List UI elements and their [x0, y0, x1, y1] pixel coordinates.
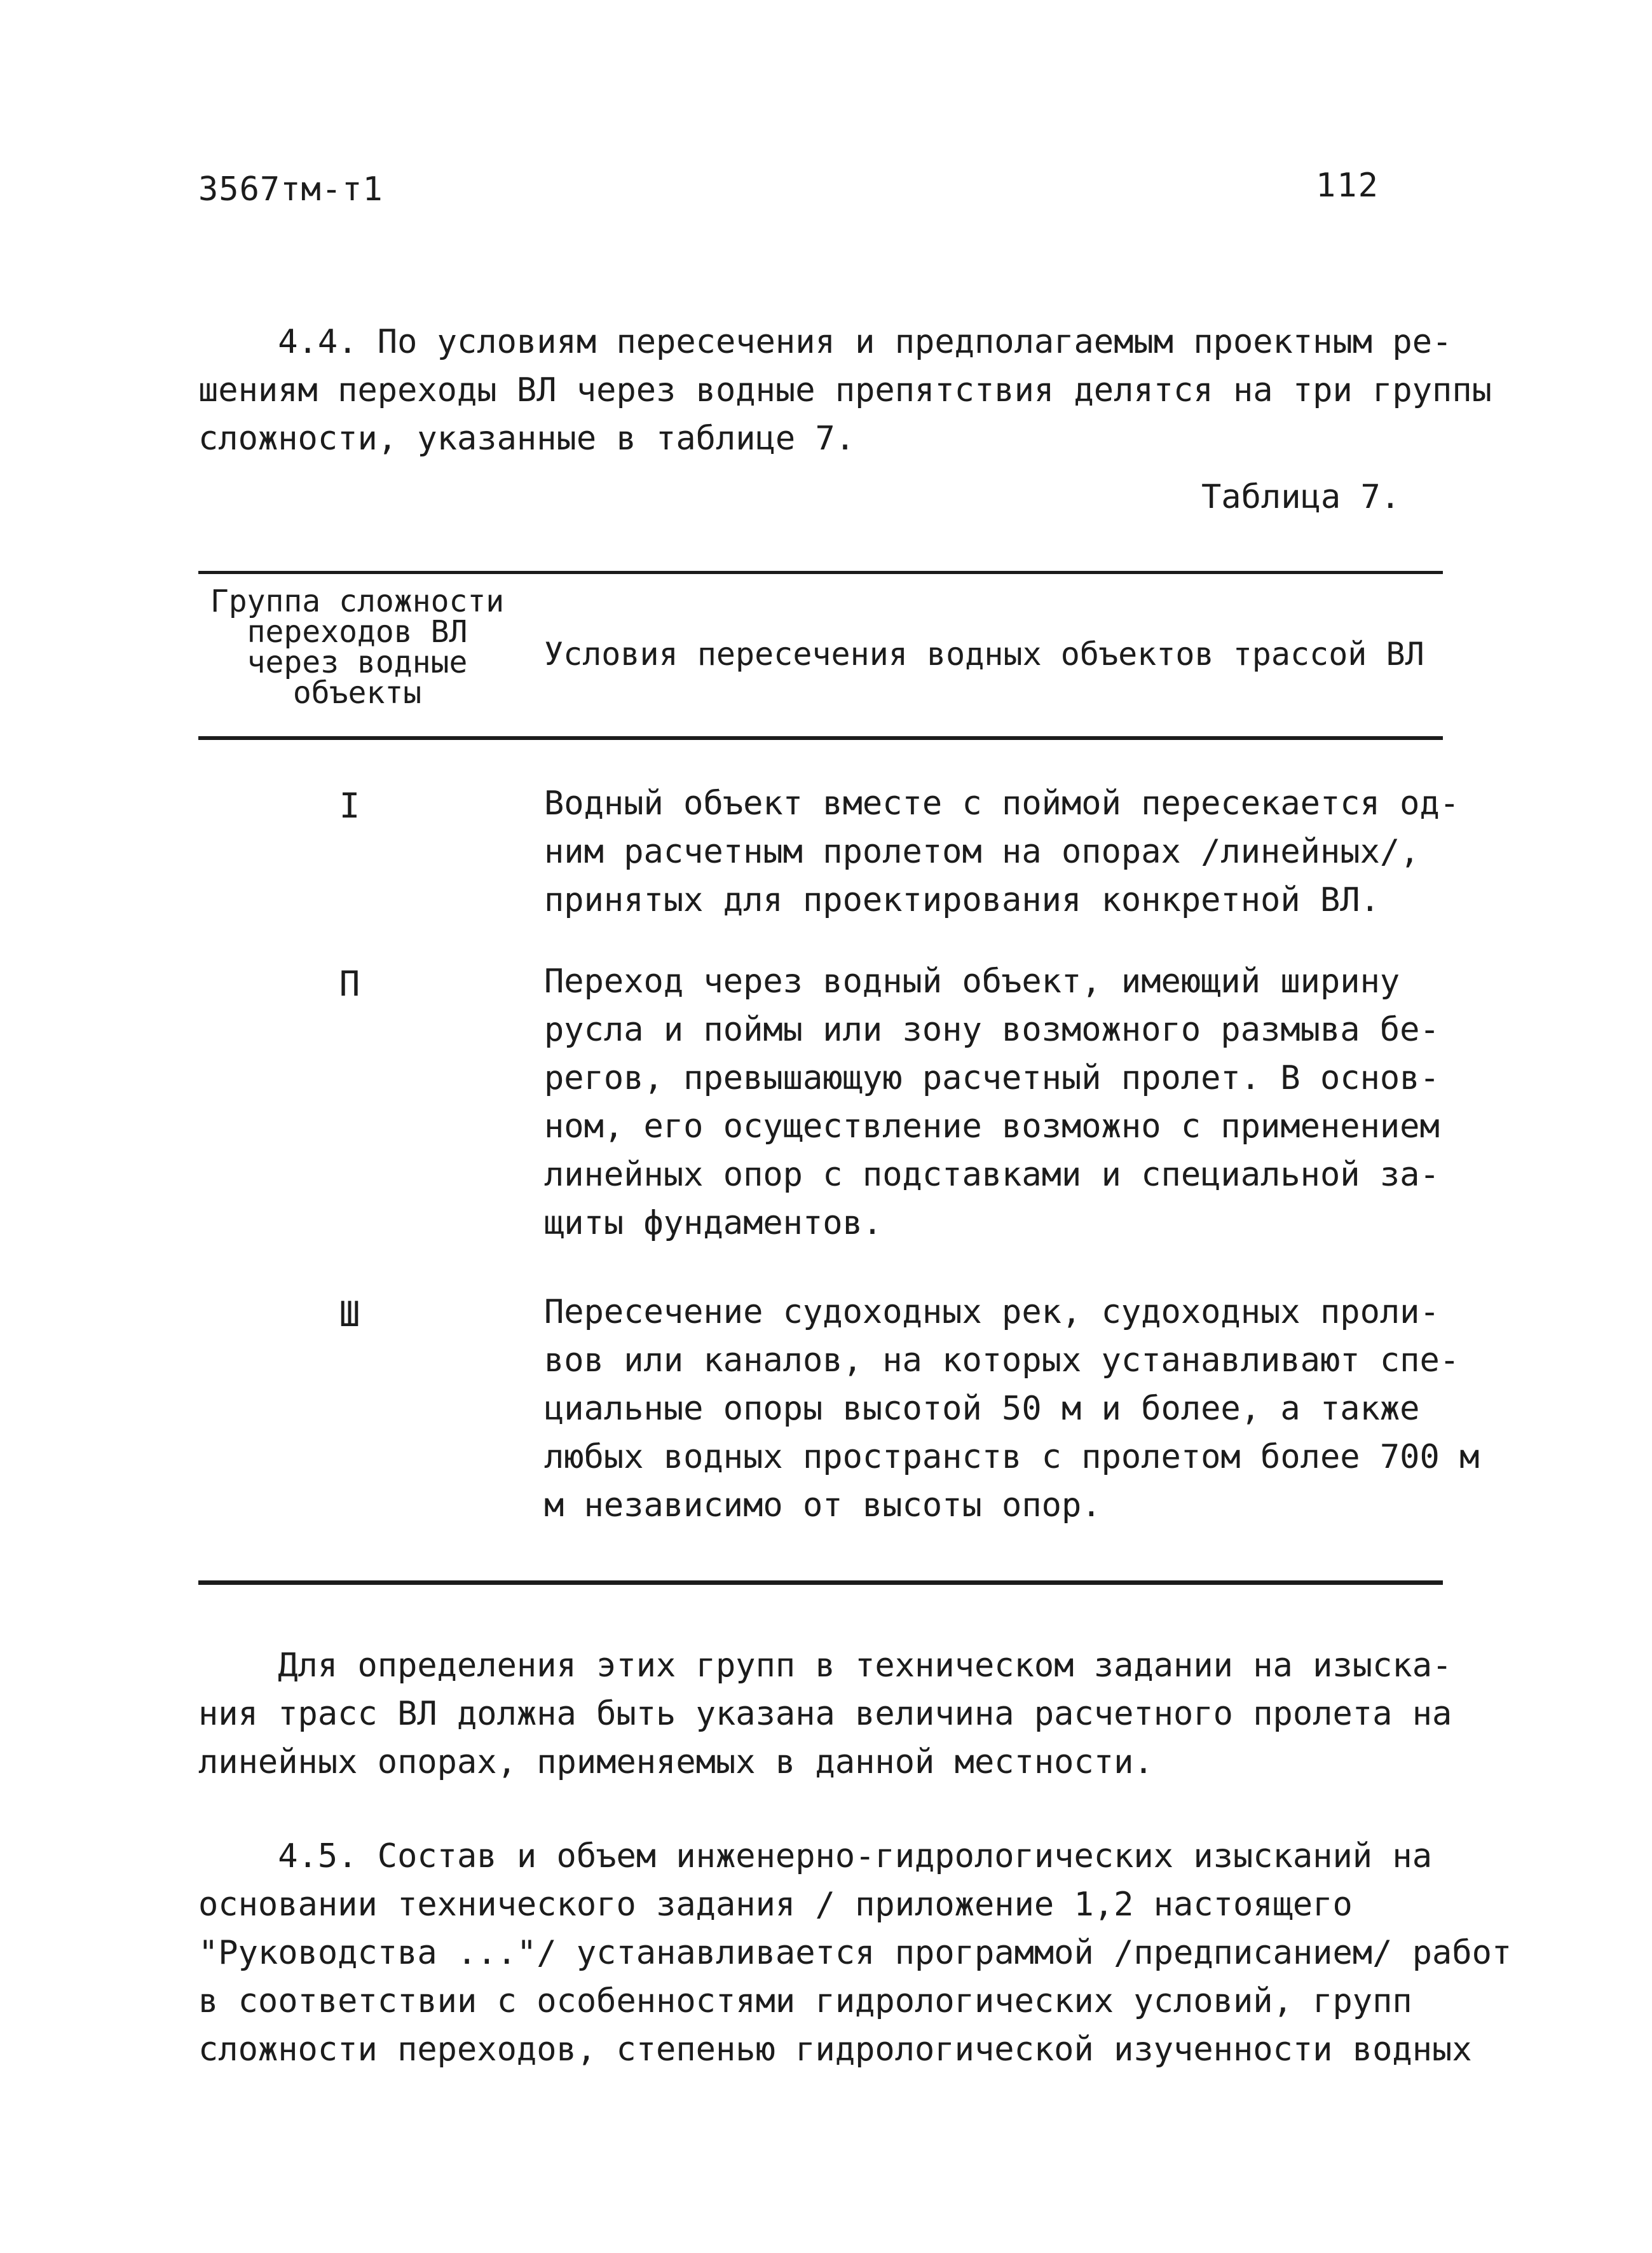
text-line: любых водных пространств с пролетом более 700 м: [544, 1438, 1480, 1476]
text-line: щиты фундаментов.: [544, 1204, 883, 1242]
text-line: линейных опор с подставками и специальной за-: [544, 1156, 1440, 1194]
text-line: Переход через водный объект, имеющий ширину: [544, 962, 1400, 1001]
page-number: 112: [1316, 167, 1379, 205]
paragraph-after-table: [198, 1641, 1463, 1786]
table-header-group: [198, 584, 516, 711]
table-row-group-number: Ш: [339, 1294, 360, 1334]
text-line: ния трасс ВЛ должна быть указана величина расчетного пролета на: [198, 1695, 1452, 1733]
text-line: циальные опоры высотой 50 м и более, а также: [544, 1390, 1420, 1428]
table-header-conditions: Условия пересечения водных объектов трассой ВЛ: [544, 636, 1424, 673]
table-row-conditions: [544, 1288, 1480, 1530]
text-line: Пересечение судоходных рек, судоходных проли-: [544, 1293, 1440, 1331]
text-line: сложности, указанные в таблице 7.: [198, 420, 856, 458]
table-row-conditions: [544, 779, 1459, 924]
paragraph-4-4: [198, 318, 1492, 463]
header-line: переходов ВЛ: [247, 614, 468, 650]
document-code: 3567тм-т1: [198, 170, 383, 209]
text-line: основании технического задания / приложение 1,2 настоящего: [198, 1886, 1353, 1924]
text-line: русла и поймы или зону возможного размыва бе-: [544, 1011, 1440, 1049]
text-line: Для определения этих групп в техническом задании на изыска-: [198, 1647, 1452, 1685]
table-row-group-number: П: [339, 964, 360, 1004]
table-caption: Таблица 7.: [1201, 478, 1401, 516]
text-line: ном, его осуществление возможно с применением: [544, 1107, 1440, 1146]
text-line: ним расчетным пролетом на опорах /линейных/,: [544, 833, 1420, 871]
header-line: Группа сложности: [210, 584, 505, 619]
text-line: м независимо от высоты опор.: [544, 1486, 1102, 1524]
table-row-group-number: I: [339, 786, 360, 826]
text-line: шениям переходы ВЛ через водные препятствия делятся на три группы: [198, 371, 1492, 409]
text-line: регов, превышающую расчетный пролет. В основ-: [544, 1059, 1440, 1097]
text-line: "Руководства ..."/ устанавливается программой /предписанием/ работ: [198, 1934, 1512, 1972]
text-line: вов или каналов, на которых устанавливают спе-: [544, 1341, 1460, 1380]
table-header-rule: [198, 736, 1443, 740]
text-line: Водный объект вместе с поймой пересекается од-: [544, 784, 1460, 823]
text-line: сложности переходов, степенью гидрологической изученности водных: [198, 2030, 1472, 2069]
header-line: через водные: [247, 645, 468, 680]
table-row-conditions: [544, 957, 1459, 1247]
text-line: в соответствии с особенностями гидрологических условий, групп: [198, 1982, 1412, 2020]
text-line: линейных опорах, применяемых в данной местности.: [198, 1743, 1154, 1781]
header-line: объекты: [292, 675, 422, 711]
paragraph-4-5: [198, 1832, 1512, 2074]
table-bottom-rule: [198, 1580, 1443, 1585]
text-line: принятых для проектирования конкретной ВЛ.: [544, 881, 1380, 919]
table-top-rule: [198, 571, 1443, 574]
text-line: 4.5. Состав и объем инженерно-гидрологических изысканий на: [198, 1837, 1433, 1875]
text-line: 4.4. По условиям пересечения и предполагаемым проектным ре-: [198, 323, 1452, 361]
